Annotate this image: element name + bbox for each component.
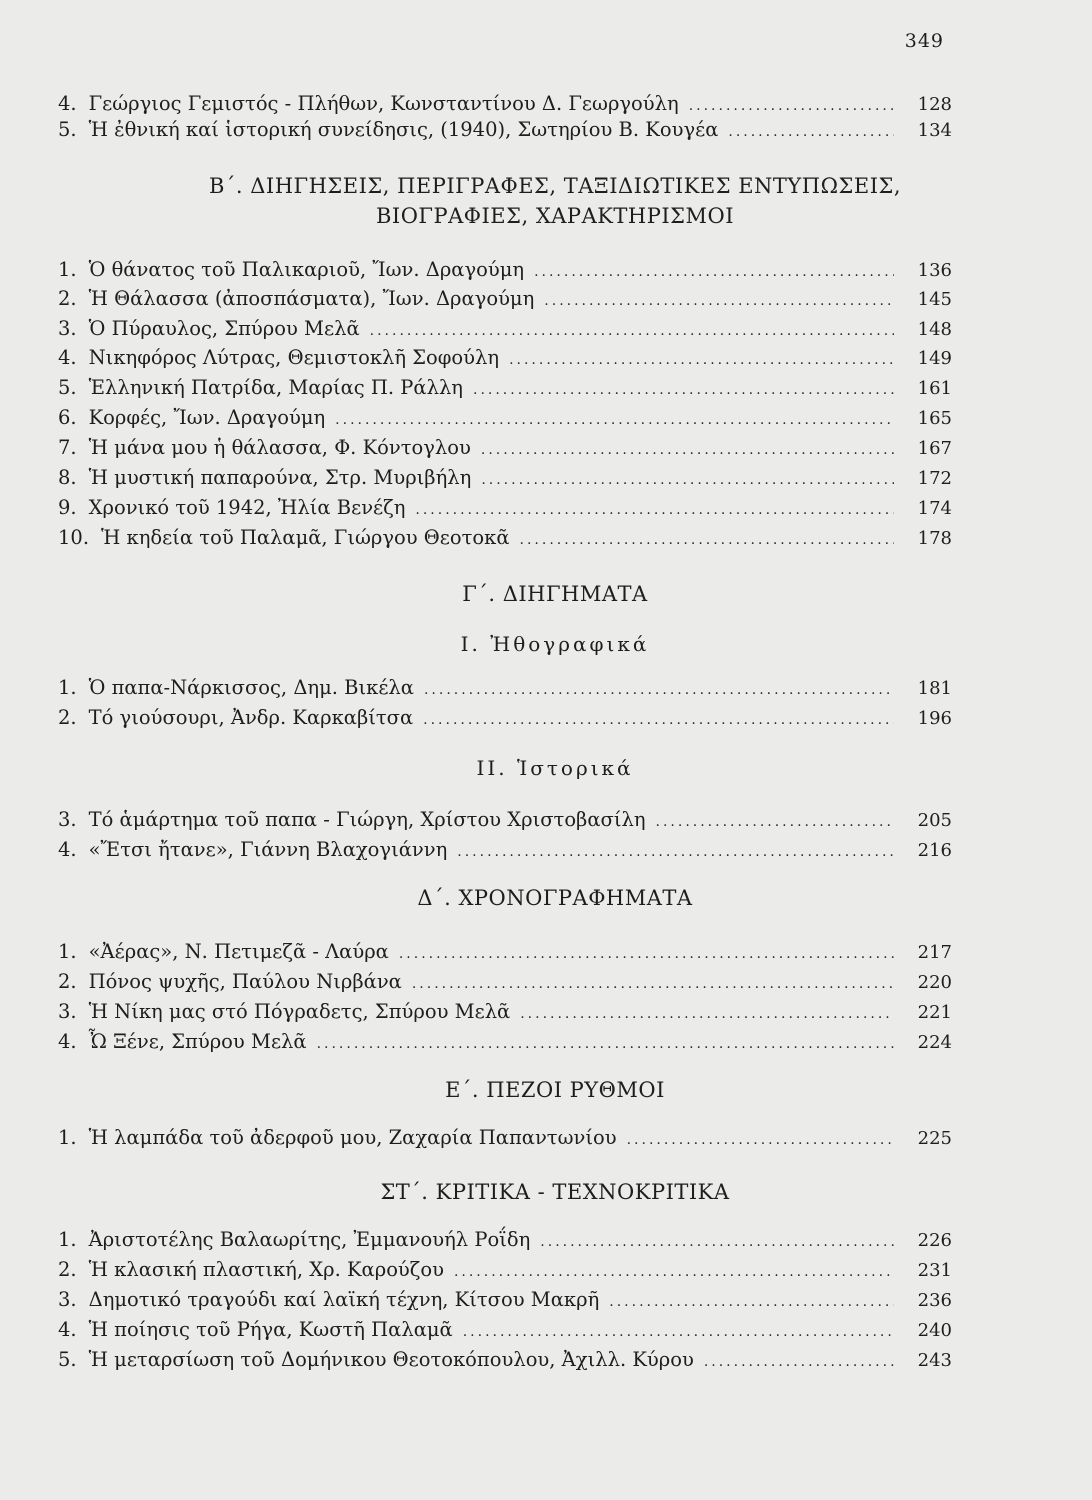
entry-number: 4. bbox=[58, 838, 77, 861]
dot-leader bbox=[728, 124, 894, 140]
dot-leader bbox=[473, 382, 894, 398]
entry-number: 9. bbox=[58, 496, 77, 519]
dot-leader bbox=[481, 442, 894, 458]
section-heading: Δ΄. ΧΡΟΝΟΓΡΑΦΗΜΑΤΑ bbox=[417, 886, 693, 910]
entry-page: 216 bbox=[917, 840, 952, 861]
entry-number: 4. bbox=[58, 92, 77, 115]
toc-entry bbox=[58, 970, 952, 996]
entry-page: 148 bbox=[917, 319, 952, 340]
entry-page: 136 bbox=[917, 260, 952, 281]
entry-number: 4. bbox=[58, 1318, 77, 1341]
toc-entry bbox=[58, 346, 952, 372]
subsection-heading: Ι. Ἠθογραφικά bbox=[460, 632, 650, 656]
entry-page: 220 bbox=[917, 972, 952, 993]
entry-page: 217 bbox=[917, 942, 952, 963]
entry-title: Ὁ παπα-Νάρκισσος, Δημ. Βικέλα bbox=[88, 676, 414, 699]
dot-leader bbox=[520, 532, 894, 548]
toc-entry bbox=[58, 808, 952, 834]
entry-number: 3. bbox=[58, 1000, 77, 1023]
toc-entry bbox=[58, 706, 952, 732]
entry-number: 3. bbox=[58, 317, 77, 340]
dot-leader bbox=[689, 98, 894, 114]
entry-title: Γεώργιος Γεμιστός - Πλήθων, Κωνσταντίνου Δ. Γεωργούλη bbox=[88, 92, 679, 115]
entry-number: 2. bbox=[58, 970, 77, 993]
entry-page: 225 bbox=[917, 1128, 952, 1149]
entry-page: 165 bbox=[917, 408, 952, 429]
entry-page: 231 bbox=[917, 1260, 952, 1281]
entry-number: 5. bbox=[58, 1348, 77, 1371]
toc-entry bbox=[58, 1228, 952, 1254]
entry-page: 224 bbox=[917, 1032, 952, 1053]
entry-number: 2. bbox=[58, 706, 77, 729]
toc-entry bbox=[58, 317, 952, 343]
entry-title: «Ἔτσι ἤτανε», Γιάννη Βλαχογιάννη bbox=[88, 838, 448, 861]
entry-page: 145 bbox=[917, 289, 952, 310]
dot-leader bbox=[609, 1294, 894, 1310]
dot-leader bbox=[424, 682, 894, 698]
toc-entry bbox=[58, 92, 952, 118]
entry-page: 205 bbox=[917, 810, 952, 831]
entry-title: «Ἀέρας», Ν. Πετιμεζᾶ - Λαύρα bbox=[88, 940, 389, 963]
entry-number: 3. bbox=[58, 1288, 77, 1311]
entry-title: Ἡ Θάλασσα (ἀποσπάσματα), Ἴων. Δραγούμη bbox=[88, 287, 535, 310]
entry-number: 3. bbox=[58, 808, 77, 831]
entry-number: 4. bbox=[58, 346, 77, 369]
toc-entry bbox=[58, 118, 952, 144]
subsection-heading: ΙΙ. Ἱστορικά bbox=[476, 756, 634, 780]
dot-leader bbox=[399, 946, 894, 962]
entry-number: 4. bbox=[58, 1030, 77, 1053]
toc-entry bbox=[58, 838, 952, 864]
entry-title: Πόνος ψυχῆς, Παύλου Νιρβάνα bbox=[88, 970, 402, 993]
entry-number: 2. bbox=[58, 287, 77, 310]
entry-title: Νικηφόρος Λύτρας, Θεμιστοκλῆ Σοφούλη bbox=[88, 346, 500, 369]
toc-entry bbox=[58, 376, 952, 402]
section-heading-line2: ΒΙΟΓΡΑΦΙΕΣ, ΧΑΡΑΚΤΗΡΙΣΜΟΙ bbox=[375, 204, 735, 228]
toc-entry bbox=[58, 940, 952, 966]
dot-leader bbox=[534, 264, 894, 280]
toc-entry bbox=[58, 1258, 952, 1284]
toc-entry bbox=[58, 436, 952, 462]
entry-page: 178 bbox=[917, 528, 952, 549]
toc-entry bbox=[58, 1318, 952, 1344]
entry-page: 243 bbox=[917, 1350, 952, 1371]
entry-title: Ὁ Πύραυλος, Σπύρου Μελᾶ bbox=[88, 317, 360, 340]
entry-page: 172 bbox=[917, 468, 952, 489]
entry-number: 5. bbox=[58, 376, 77, 399]
entry-title: Ἡ λαμπάδα τοῦ ἀδερφοῦ μου, Ζαχαρία Παπαντωνίου bbox=[88, 1126, 617, 1149]
entry-title: Ὦ Ξένε, Σπύρου Μελᾶ bbox=[88, 1030, 307, 1053]
dot-leader bbox=[457, 844, 894, 860]
entry-number: 1. bbox=[58, 676, 77, 699]
toc-entry bbox=[58, 287, 952, 313]
entry-page: 196 bbox=[917, 708, 952, 729]
toc-entry bbox=[58, 1126, 952, 1152]
dot-leader bbox=[481, 472, 894, 488]
toc-entry bbox=[58, 406, 952, 432]
entry-number: 5. bbox=[58, 118, 77, 141]
entry-title: Ὁ θάνατος τοῦ Παλικαριοῦ, Ἴων. Δραγούμη bbox=[88, 258, 525, 281]
dot-leader bbox=[370, 323, 894, 339]
entry-number: 1. bbox=[58, 1228, 77, 1251]
toc-entry bbox=[58, 676, 952, 702]
entry-page: 221 bbox=[917, 1002, 952, 1023]
entry-title: Ἡ μάνα μου ἡ θάλασσα, Φ. Κόντογλου bbox=[88, 436, 471, 459]
dot-leader bbox=[656, 814, 894, 830]
section-heading: Β΄. ΔΙΗΓΗΣΕΙΣ, ΠΕΡΙΓΡΑΦΕΣ, ΤΑΞΙΔΙΩΤΙΚΕΣ ΕΝΤΥΠΩΣΕΙΣ, bbox=[208, 174, 902, 198]
entry-page: 128 bbox=[917, 94, 952, 115]
dot-leader bbox=[463, 1324, 894, 1340]
entry-title: Ἡ ποίησις τοῦ Ρήγα, Κωστῆ Παλαμᾶ bbox=[88, 1318, 453, 1341]
entry-number: 1. bbox=[58, 1126, 77, 1149]
dot-leader bbox=[704, 1354, 894, 1370]
entry-number: 10. bbox=[58, 526, 90, 549]
entry-page: 161 bbox=[917, 378, 952, 399]
dot-leader bbox=[509, 352, 894, 368]
entry-page: 149 bbox=[917, 348, 952, 369]
entry-title: Ἡ κλασική πλαστική, Χρ. Καρούζου bbox=[88, 1258, 444, 1281]
entry-page: 134 bbox=[917, 120, 952, 141]
entry-title: Ἑλληνική Πατρίδα, Μαρίας Π. Ράλλη bbox=[88, 376, 463, 399]
entry-title: Τό γιούσουρι, Ἀνδρ. Καρκαβίτσα bbox=[88, 706, 414, 729]
dot-leader bbox=[540, 1234, 894, 1250]
entry-page: 240 bbox=[917, 1320, 952, 1341]
toc-entry bbox=[58, 1030, 952, 1056]
toc-entry bbox=[58, 1000, 952, 1026]
entry-title: Ἡ κηδεία τοῦ Παλαμᾶ, Γιώργου Θεοτοκᾶ bbox=[101, 526, 510, 549]
dot-leader bbox=[544, 293, 894, 309]
entry-number: 8. bbox=[58, 466, 77, 489]
dot-leader bbox=[412, 976, 894, 992]
dot-leader bbox=[423, 712, 894, 728]
entry-page: 167 bbox=[917, 438, 952, 459]
entry-title: Τό ἁμάρτημα τοῦ παπα - Γιώργη, Χρίστου Χριστοβασίλη bbox=[88, 808, 646, 831]
entry-number: 7. bbox=[58, 436, 77, 459]
toc-entry bbox=[58, 466, 952, 492]
entry-page: 181 bbox=[917, 678, 952, 699]
entry-number: 6. bbox=[58, 406, 77, 429]
dot-leader bbox=[520, 1006, 894, 1022]
toc-entry bbox=[58, 1288, 952, 1314]
toc-entry bbox=[58, 258, 952, 284]
toc-entry bbox=[58, 526, 952, 552]
toc-entry bbox=[58, 496, 952, 522]
entry-page: 236 bbox=[917, 1290, 952, 1311]
entry-title: Κορφές, Ἴων. Δραγούμη bbox=[88, 406, 326, 429]
section-heading: ΣΤ΄. ΚΡΙΤΙΚΑ - ΤΕΧΝΟΚΡΙΤΙΚΑ bbox=[380, 1180, 730, 1204]
entry-title: Ἡ μυστική παπαρούνα, Στρ. Μυριβήλη bbox=[88, 466, 472, 489]
entry-title: Ἡ μεταρσίωση τοῦ Δομήνικου Θεοτοκόπουλου, Ἀχιλλ. Κύρου bbox=[88, 1348, 694, 1371]
entry-number: 1. bbox=[58, 940, 77, 963]
dot-leader bbox=[415, 502, 894, 518]
entry-title: Δημοτικό τραγούδι καί λαϊκή τέχνη, Κίτσου Μακρῆ bbox=[88, 1288, 600, 1311]
page-number: 349 bbox=[904, 30, 944, 52]
dot-leader bbox=[627, 1132, 894, 1148]
entry-page: 226 bbox=[917, 1230, 952, 1251]
entry-number: 1. bbox=[58, 258, 77, 281]
toc-entry bbox=[58, 1348, 952, 1374]
section-heading: Ε΄. ΠΕΖΟΙ ΡΥΘΜΟΙ bbox=[445, 1078, 665, 1102]
entry-page: 174 bbox=[917, 498, 952, 519]
entry-title: Ἡ Νίκη μας στό Πόγραδετς, Σπύρου Μελᾶ bbox=[88, 1000, 511, 1023]
entry-number: 2. bbox=[58, 1258, 77, 1281]
dot-leader bbox=[454, 1264, 894, 1280]
section-heading: Γ΄. ΔΙΗΓΗΜΑΤΑ bbox=[462, 582, 648, 606]
entry-title: Ἡ ἐθνική καί ἱστορική συνείδησις, (1940), Σωτηρίου Β. Κουγέα bbox=[88, 118, 719, 141]
dot-leader bbox=[317, 1036, 894, 1052]
dot-leader bbox=[335, 412, 894, 428]
entry-title: Χρονικό τοῦ 1942, Ἠλία Βενέζη bbox=[88, 496, 406, 519]
entry-title: Ἀριστοτέλης Βαλαωρίτης, Ἐμμανουήλ Ροΐδη bbox=[88, 1228, 531, 1251]
